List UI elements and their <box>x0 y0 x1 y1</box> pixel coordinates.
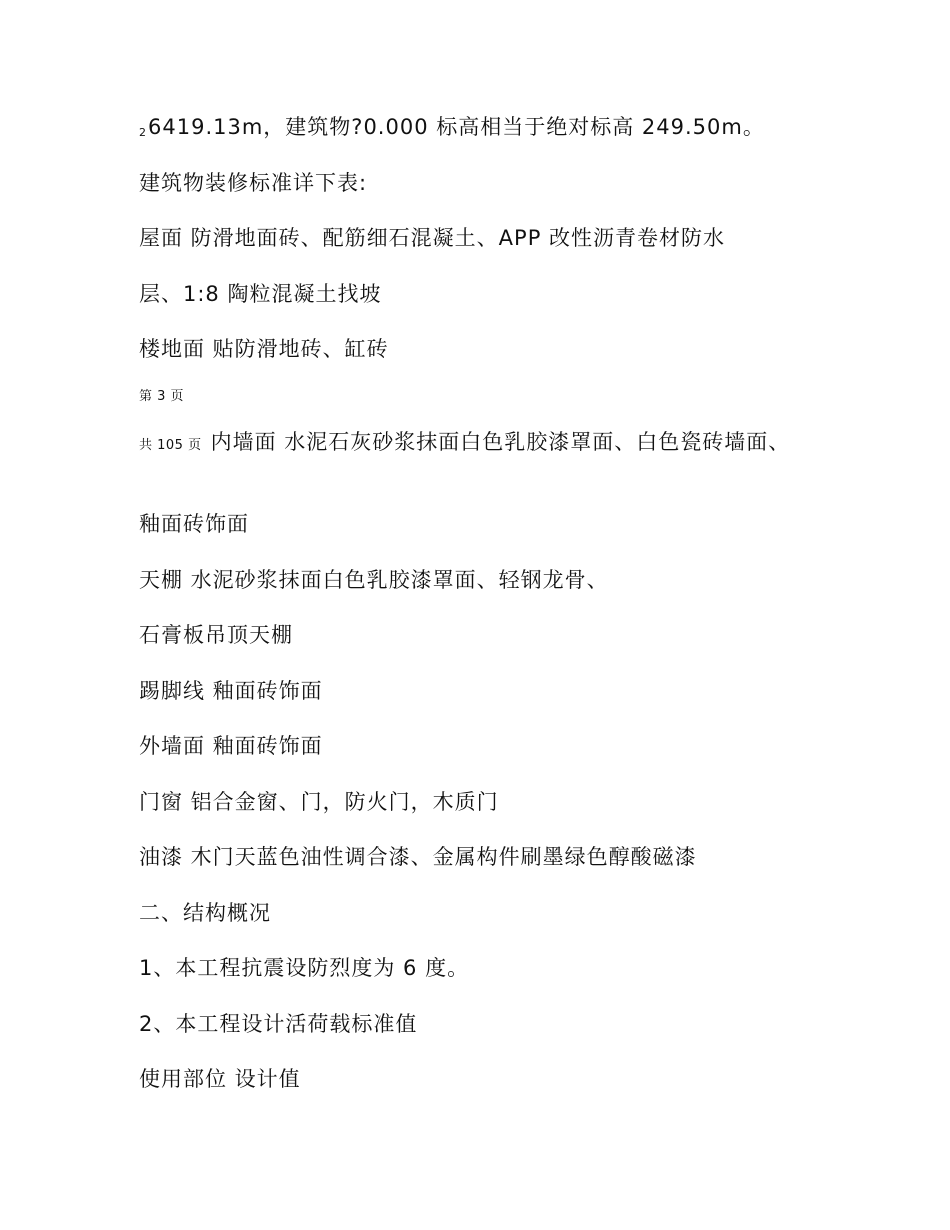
text-line-roof: 屋面 防滑地面砖、配筋细石混凝土、APP 改性沥青卷材防水 <box>139 226 726 250</box>
text-line-finish-standard: 建筑物装修标准详下表: <box>139 171 368 195</box>
text-line-roof-cont: 层、1:8 陶粒混凝土找坡 <box>139 282 382 306</box>
text-line-glazed-tile: 釉面砖饰面 <box>139 512 249 536</box>
text-line-ceiling-cont: 石膏板吊顶天棚 <box>139 623 293 647</box>
text-line-interior-wall <box>139 428 790 460</box>
text-line-elevation <box>139 113 765 147</box>
interior-wall-text: 内墙面 水泥石灰砂浆抹面白色乳胶漆罩面、白色瓷砖墙面、 <box>210 430 791 454</box>
text-line-live-load: 2、本工程设计活荷载标准值 <box>139 1012 418 1036</box>
section-heading-structure: 二、结构概况 <box>139 901 271 925</box>
text-line-doors-windows: 门窗 铝合金窗、门，防火门，木质门 <box>139 790 499 814</box>
page-number: 第 3 页 <box>139 389 185 404</box>
text-line-paint: 油漆 木门天蓝色油性调合漆、金属构件刷墨绿色醇酸磁漆 <box>139 845 697 869</box>
text-line-usage-design: 使用部位 设计值 <box>139 1067 301 1091</box>
total-pages: 共 105 页 <box>139 438 202 453</box>
superscript-area-unit: 2 <box>139 126 147 139</box>
text-line-ceiling: 天棚 水泥砂浆抹面白色乳胶漆罩面、轻钢龙骨、 <box>139 568 609 592</box>
elevation-text: 6419.13m，建筑物?0.000 标高相当于绝对标高 249.50m。 <box>148 115 765 139</box>
text-line-skirting: 踢脚线 釉面砖饰面 <box>139 679 323 703</box>
text-line-floor: 楼地面 贴防滑地砖、缸砖 <box>139 337 389 361</box>
text-line-seismic: 1、本工程抗震设防烈度为 6 度。 <box>139 956 470 980</box>
text-line-exterior-wall: 外墙面 釉面砖饰面 <box>139 734 323 758</box>
